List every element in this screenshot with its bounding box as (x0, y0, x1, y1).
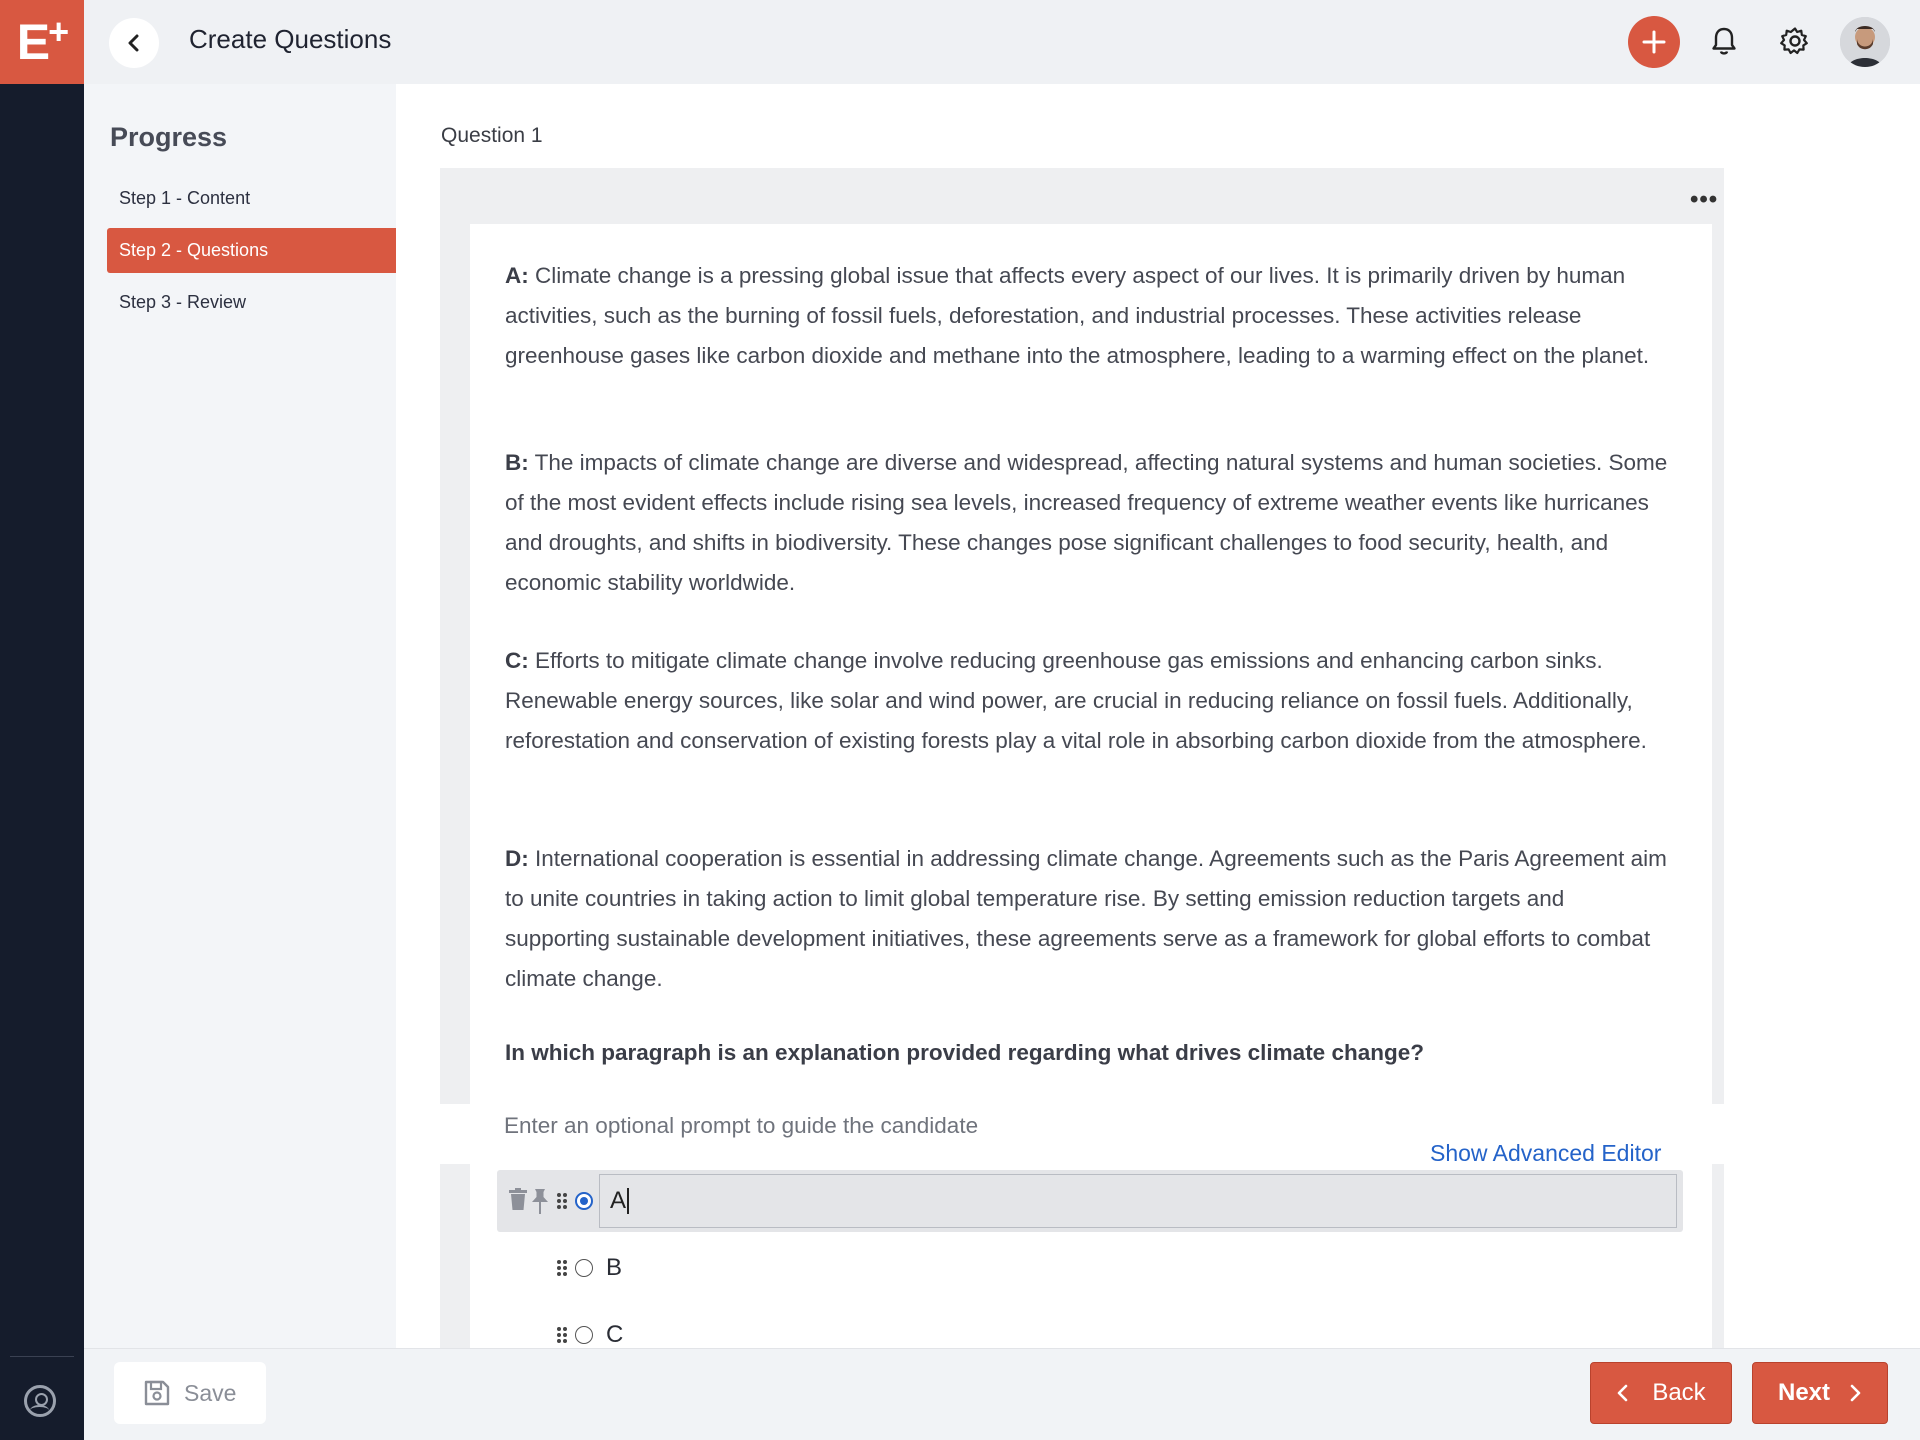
show-advanced-editor-link[interactable]: Show Advanced Editor (1430, 1140, 1662, 1166)
save-button[interactable]: Save (114, 1362, 266, 1424)
question-label: Question 1 (441, 124, 543, 147)
plus-icon (1642, 30, 1666, 54)
chevron-right-icon (1848, 1384, 1862, 1402)
answer-radio-c[interactable] (575, 1326, 593, 1344)
page-title: Create Questions (189, 24, 392, 54)
drag-handle-icon[interactable] (556, 1192, 568, 1210)
user-account-icon[interactable] (24, 1385, 56, 1417)
user-avatar-icon (1840, 17, 1890, 67)
step-review[interactable]: Step 3 - Review (119, 292, 247, 312)
answer-radio-b[interactable] (575, 1259, 593, 1277)
chevron-left-icon (1616, 1384, 1630, 1402)
paragraph-d: D: International cooperation is essential in addressing climate change. Agreements such as the Paris Agreement aim to unite countries in taking action to limit global temperature rise. By setting emission reduction targets and supporting sustainable development initiatives, these agreements serve as a framework for global efforts to combat climate change. (505, 846, 1667, 991)
question-text: In which paragraph is an explanation provided regarding what drives climate change? (505, 1040, 1424, 1065)
chevron-left-icon (126, 34, 142, 52)
app-logo[interactable]: E + (0, 0, 84, 84)
progress-sidebar (84, 84, 396, 1348)
step-content[interactable]: Step 1 - Content (119, 188, 251, 208)
gear-icon[interactable] (1780, 26, 1810, 56)
paragraph-a: A: Climate change is a pressing global issue that affects every aspect of our lives. It is primarily driven by human activities, such as the burning of fossil fuels, deforestation, and industrial processes. These activities release greenhouse gases like carbon dioxide and methane into the atmosphere, leading to a warming effect on the planet. (505, 263, 1650, 368)
answer-option-b[interactable]: B (606, 1254, 623, 1281)
avatar[interactable] (1840, 17, 1890, 67)
back-button[interactable]: Back (1590, 1362, 1732, 1424)
answer-radio-a[interactable] (575, 1192, 593, 1210)
bell-icon[interactable] (1711, 26, 1737, 56)
rail-divider (10, 1356, 74, 1357)
save-icon (144, 1380, 170, 1406)
drag-handle-icon[interactable] (556, 1259, 568, 1277)
answer-input-a[interactable]: A (599, 1174, 1677, 1228)
trash-icon[interactable] (508, 1188, 528, 1210)
optional-prompt-input[interactable]: Enter an optional prompt to guide the candidate (504, 1113, 979, 1138)
step-questions[interactable]: Step 2 - Questions (107, 228, 396, 273)
app-rail (0, 0, 84, 1440)
back-arrow-button[interactable] (109, 18, 159, 68)
paragraph-b: B: The impacts of climate change are diverse and widespread, affecting natural systems and human societies. Some of the most evident effects include rising sea levels, increased frequency of extreme weather events like hurricanes and droughts, and shifts in biodiversity. These changes pose significant challenges to food security, health, and economic stability worldwide. (505, 450, 1668, 595)
create-button[interactable] (1628, 16, 1680, 68)
next-button[interactable]: Next (1752, 1362, 1888, 1424)
answer-option-c[interactable]: C (606, 1321, 624, 1348)
paragraph-c: C: Efforts to mitigate climate change involve reducing greenhouse gas emissions and enhancing carbon sinks. Renewable energy sources, like solar and wind power, are crucial in reducing reliance on fossil fuels. Additionally, reforestation and conservation of existing forests play a vital role in absorbing carbon dioxide from the atmosphere. (505, 648, 1647, 753)
pin-icon[interactable] (531, 1188, 549, 1214)
progress-title: Progress (110, 122, 228, 152)
drag-handle-icon[interactable] (556, 1326, 568, 1344)
more-options-icon[interactable]: ••• (1690, 186, 1719, 213)
